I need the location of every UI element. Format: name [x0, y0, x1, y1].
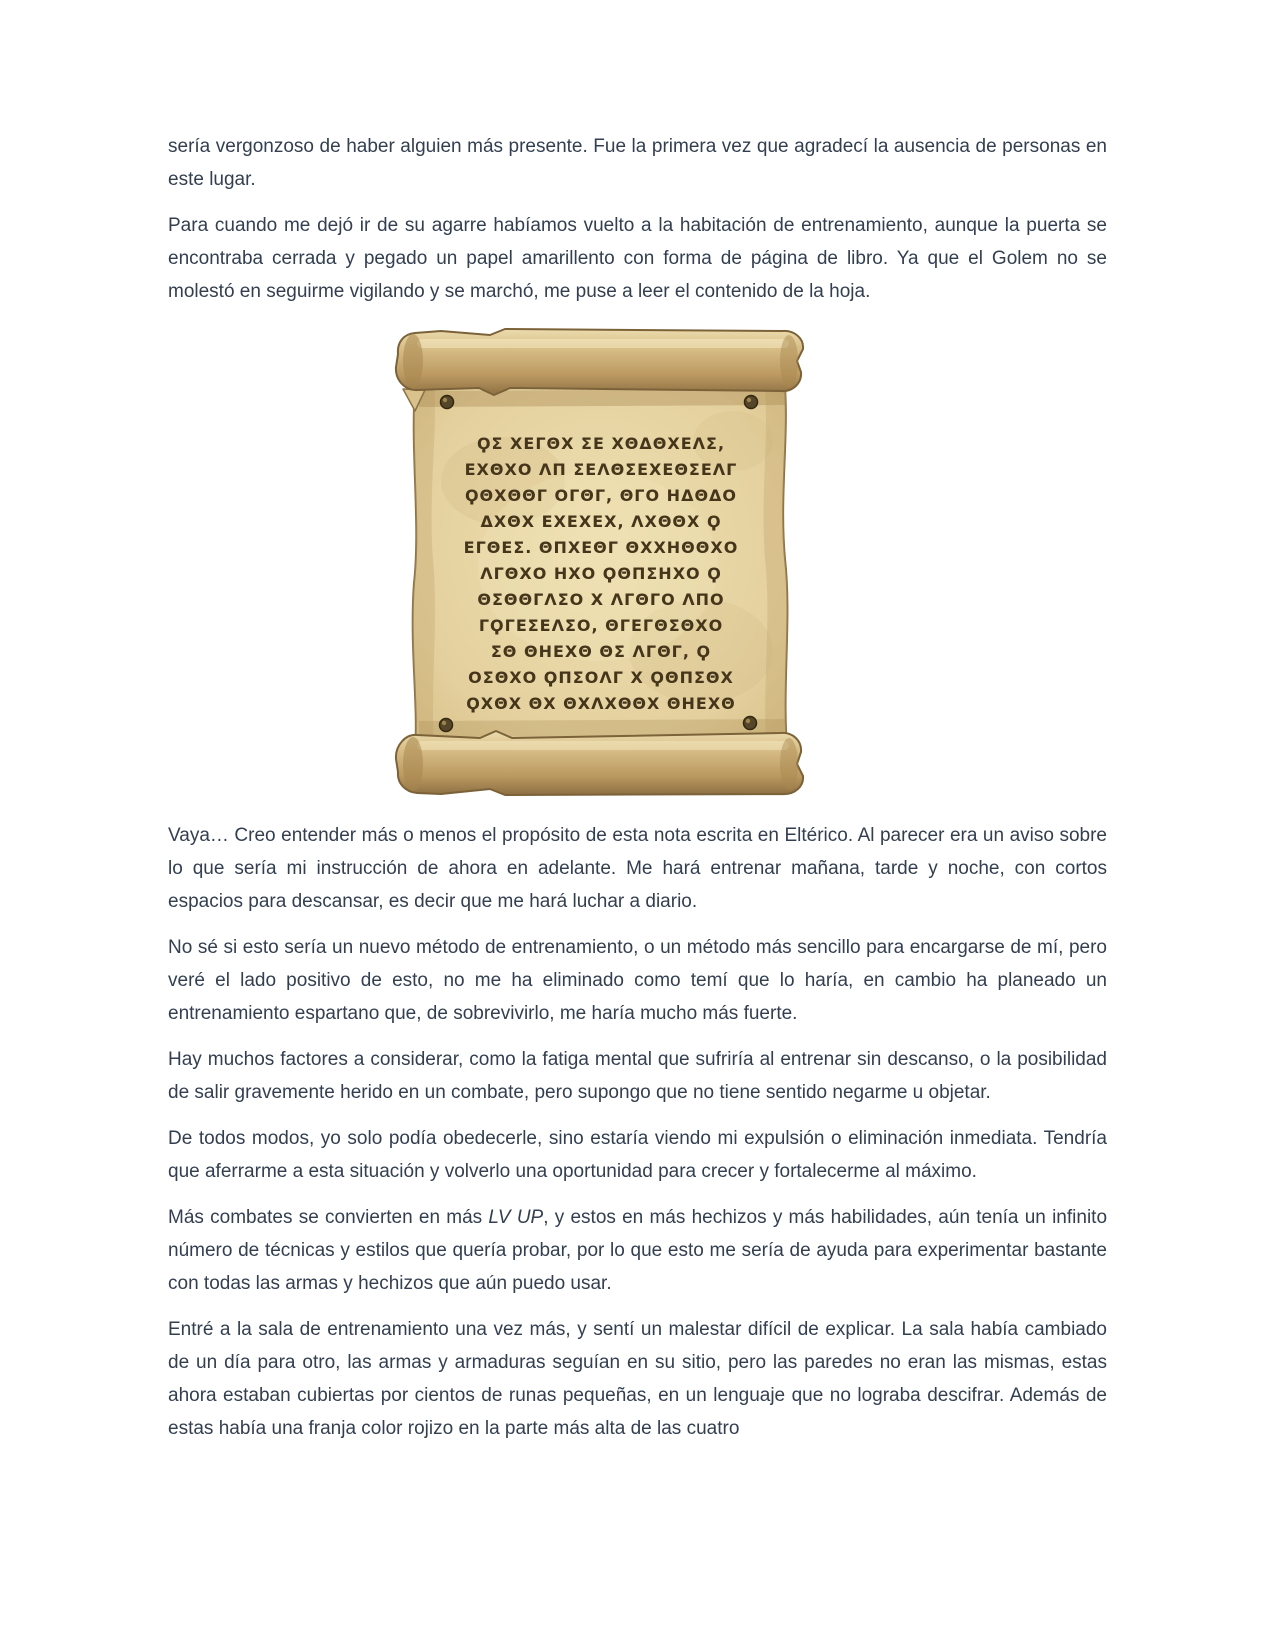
paragraph-2: Para cuando me dejó ir de su agarre habíamos vuelto a la habitación de entrenamiento, aunque la puerta se encontraba cerrada y pegado un papel amarillento con forma de página de libro. Ya que el Golem no se molestó en seguirme vigilando y se marchó, me puse a leer el contenido de la hoja.	[168, 215, 1107, 302]
rune-line: ϘΘΧΘΘΓ ΟΓΘΓ, ΘΓΟ ΗΔΘΔΟ	[464, 486, 738, 505]
parchment-scroll-figure	[383, 321, 819, 803]
paragraph-3: Vaya… Creo entender más o menos el propósito de esta nota escrita en Eltérico. Al parecer era un aviso sobre lo que sería mi instrucción de ahora en adelante. Me hará entrenar mañana, tarde y noche, con cortos espacios para descansar, es decir que me hará luchar a diario.	[168, 825, 1107, 912]
rivet-icon	[440, 719, 453, 732]
rune-line: ΕΧΘΧΟ ΛΠ ΣΕΛΘΣΕΧΕΘΣΕΛΓ	[464, 460, 738, 479]
top-roll-highlight	[417, 339, 789, 348]
paragraph-7-text-before: Más combates se convierten en más	[168, 1207, 489, 1228]
scroll-bottom-roll	[396, 731, 803, 795]
paragraph-7	[168, 1201, 1107, 1300]
rune-text-block	[421, 431, 781, 717]
paragraph-5: Hay muchos factores a considerar, como la fatiga mental que sufriría al entrenar sin descanso, o la posibilidad de salir gravemente herido en un combate, pero supongo que no tiene sentido negarme u objetar.	[168, 1049, 1107, 1103]
bottom-roll-end-left	[403, 737, 423, 791]
rune-line: ΔΧΘΧ ΕΧΕΧΕΧ, ΛΧΘΘΧ Ϙ	[480, 512, 722, 531]
bottom-roll-highlight	[417, 741, 789, 750]
bottom-roll-end-right	[780, 738, 798, 790]
rune-line: ϘΣ ΧΕΓΘΧ ΣΕ ΧΘΔΘΧΕΛΣ,	[476, 434, 726, 453]
scroll-top-roll	[396, 329, 803, 395]
rivet-icon	[441, 396, 454, 409]
top-roll-end-right	[780, 335, 798, 387]
paragraph-7-text-after: , y estos en más hechizos y más habilidades, aún tenía un infinito número de técnicas y estilos que quería probar, por lo que esto me sería de ayuda para experimentar bastante con todas las armas y hechizos que aún puedo usar.	[168, 1207, 1108, 1294]
rivet-icon	[745, 396, 758, 409]
rune-line: ΟΣΘΧΟ ϘΠΣΟΛΓ Χ ϘΘΠΣΘΧ	[468, 668, 734, 687]
paragraph-1: sería vergonzoso de haber alguien más presente. Fue la primera vez que agradecí la ausencia de personas en este lugar.	[168, 136, 1107, 190]
paragraph-8: Entré a la sala de entrenamiento una vez más, y sentí un malestar difícil de explicar. La sala había cambiado de un día para otro, las armas y armaduras seguían en su sitio, pero las paredes no eran las mismas, estas ahora estaban cubiertas por cientos de runas pequeñas, en un lenguaje que no lograba descifrar. Además de estas había una franja color rojizo en la parte más alta de las cuatro	[168, 1319, 1107, 1439]
rune-line: ΛΓΘΧΟ ΗΧΟ ϘΘΠΣΗΧΟ Ϙ	[480, 564, 722, 583]
rune-line: ΘΣΘΘΓΛΣΟ Χ ΛΓΘΓΟ ΛΠΟ	[477, 590, 725, 609]
rune-line: ϘΧΘΧ ΘΧ ΘΧΛΧΘΘΧ ΘΗΕΧΘ	[466, 694, 736, 713]
rune-line: ΣΘ ΘΗΕΧΘ ΘΣ ΛΓΘΓ, Ϙ	[490, 642, 712, 661]
paragraph-4: No sé si esto sería un nuevo método de entrenamiento, o un método más sencillo para encargarse de mí, pero veré el lado positivo de esto, no me ha eliminado como temí que lo haría, en cambio ha planeado un entrenamiento espartano que, de sobrevivirlo, me haría mucho más fuerte.	[168, 937, 1107, 1024]
top-roll-shadow	[417, 389, 787, 407]
rune-line: ΓϘΓΕΣΕΛΣΟ, ΘΓΕΓΘΣΘΧΟ	[478, 616, 724, 635]
top-roll-end-left	[403, 334, 423, 388]
paragraph-6: De todos modos, yo solo podía obedecerle, sino estaría viendo mi expulsión o eliminación inmediata. Tendría que aferrarme a esta situación y volverlo una oportunidad para crecer y fortalecerme al máximo.	[168, 1128, 1107, 1182]
lv-up-italic-text: LV UP	[488, 1207, 544, 1228]
rune-line: ΕΓΘΕΣ. ΘΠΧΕΘΓ ΘΧΧΗΘΘΧΟ	[463, 538, 739, 557]
rivet-icon	[744, 717, 757, 730]
